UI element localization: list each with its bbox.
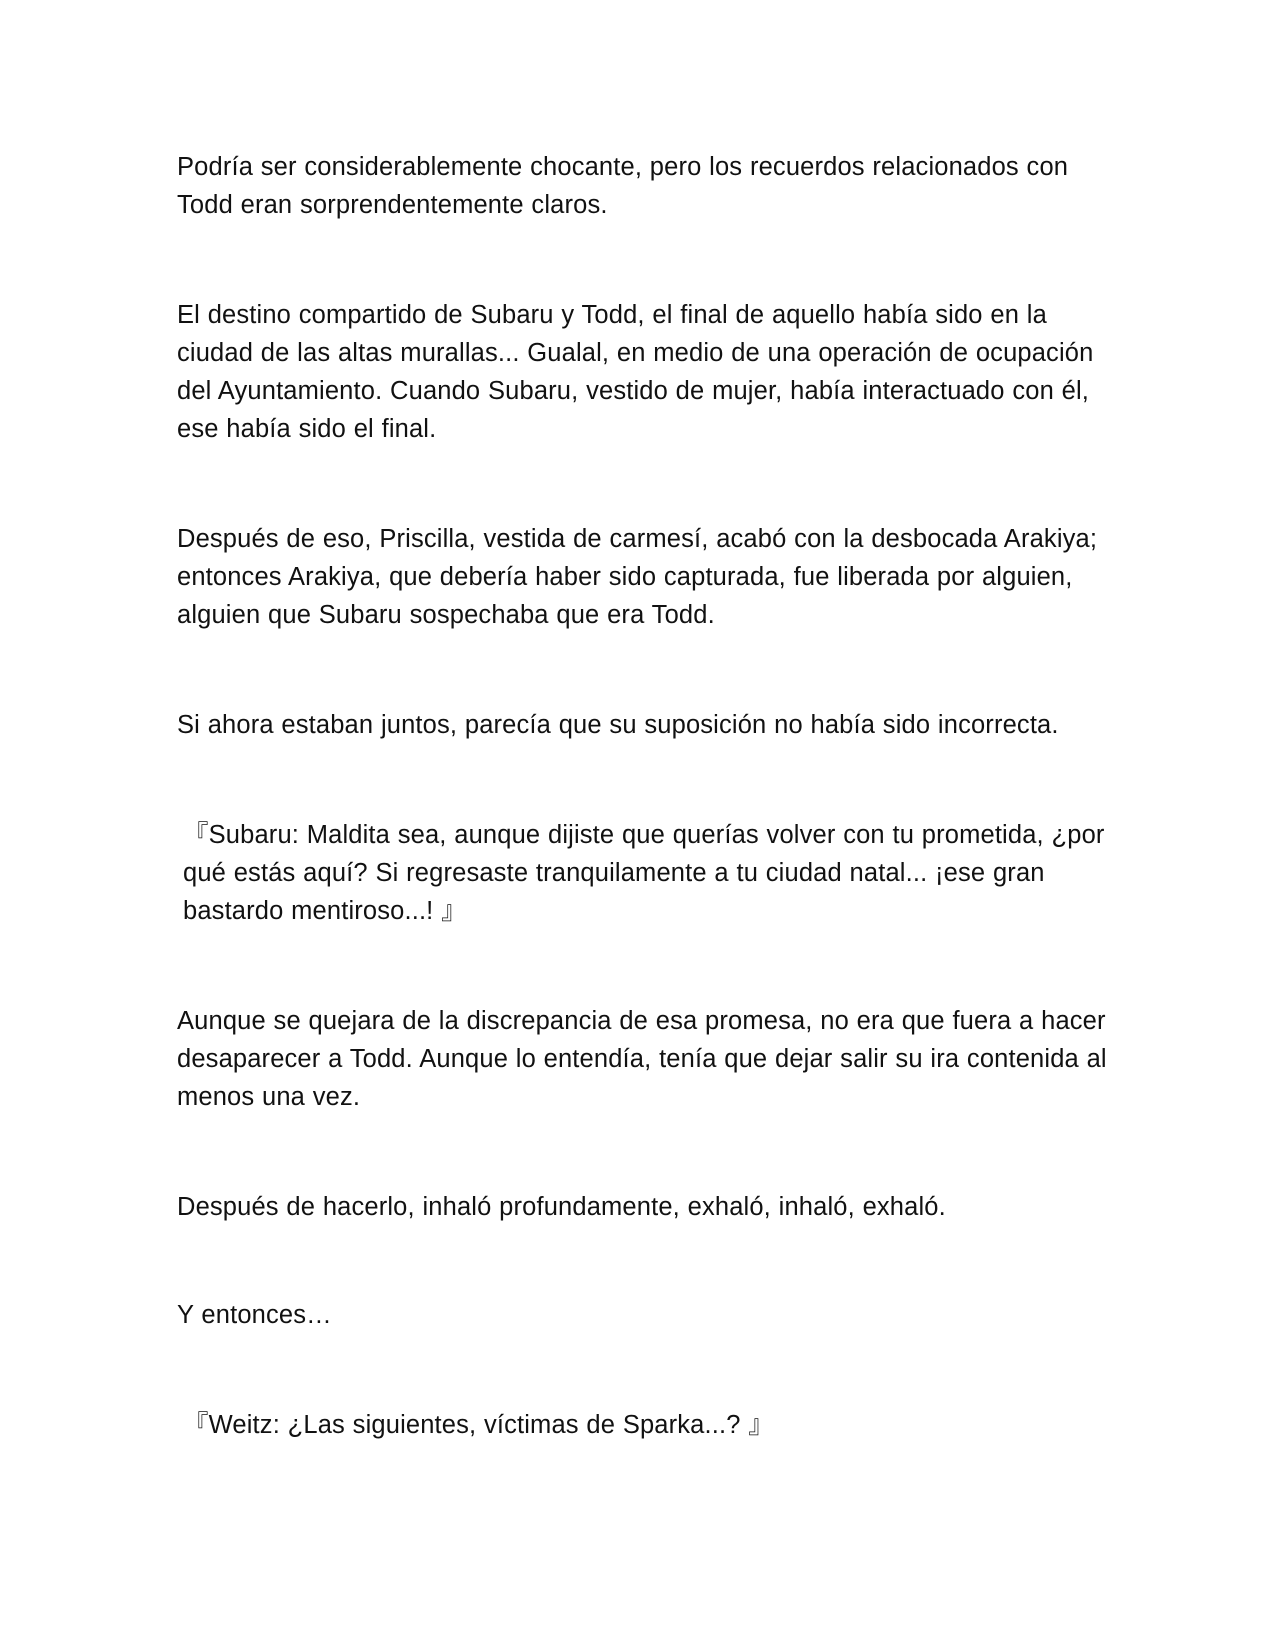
- dialogue-subaru: 『Subaru: Maldita sea, aunque dijiste que querías volver con tu prometida, ¿por qué estás aquí? Si regresaste tranquilamente a tu ciudad natal... ¡ese gran bastardo mentiroso...! 』: [183, 821, 1105, 925]
- paragraph-1: Podría ser considerablemente chocante, pero los recuerdos relacionados con Todd eran sorprendentemente claros.: [177, 153, 1069, 219]
- paragraph-4: Si ahora estaban juntos, parecía que su suposición no había sido incorrecta.: [177, 711, 1059, 739]
- paragraph-8: Y entonces…: [177, 1301, 332, 1329]
- dialogue-weitz: 『Weitz: ¿Las siguientes, víctimas de Sparka...? 』: [183, 1411, 774, 1439]
- paragraph-6: Aunque se quejara de la discrepancia de esa promesa, no era que fuera a hacer desaparecer a Todd. Aunque lo entendía, tenía que dejar salir su ira contenida al menos una vez.: [177, 1007, 1107, 1111]
- paragraph-7: Después de hacerlo, inhaló profundamente, exhaló, inhaló, exhaló.: [177, 1193, 946, 1221]
- paragraph-3: Después de eso, Priscilla, vestida de carmesí, acabó con la desbocada Arakiya; entonces Arakiya, que debería haber sido capturada, fue liberada por alguien, alguien que Subaru sospechaba que era Todd.: [177, 525, 1098, 629]
- document-body: [177, 148, 1107, 1444]
- paragraph-2: El destino compartido de Subaru y Todd, el final de aquello había sido en la ciudad de las altas murallas... Gualal, en medio de una operación de ocupación del Ayuntamiento. Cuando Subaru, vestido de mujer, había interactuado con él, ese había sido el final.: [177, 301, 1094, 443]
